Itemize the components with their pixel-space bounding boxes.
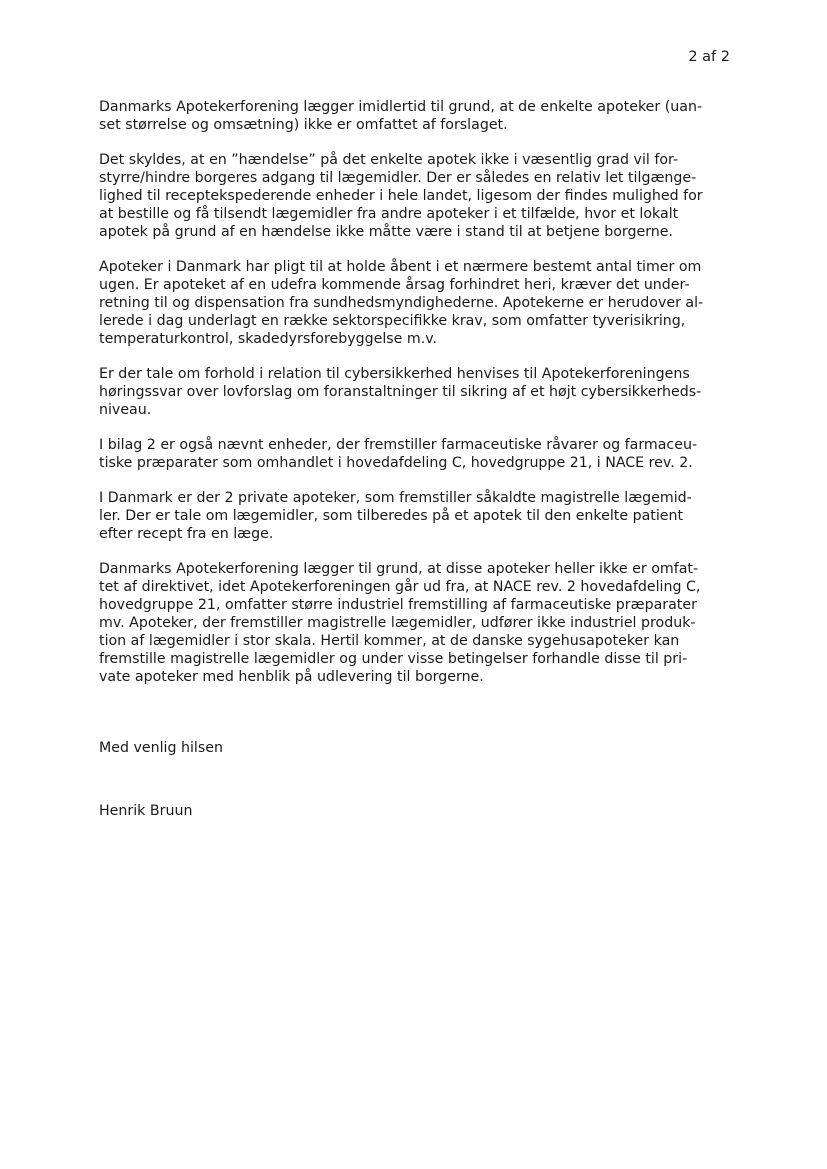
text-line: mv. Apoteker, der fremstiller magistrelle lægemidler, udfører ikke industriel produk-: [99, 615, 696, 631]
text-line: I Danmark er der 2 private apoteker, som fremstiller såkaldte magistrelle lægemid-: [99, 490, 692, 506]
text-line: styrre/hindre borgeres adgang til lægemidler. Der er således en relativ let tilgænge-: [99, 170, 697, 186]
page-number: 2 af 2: [688, 49, 730, 65]
signature-name: Henrik Bruun: [99, 803, 193, 819]
text-line: ugen. Er apoteket af en udefra kommende årsag forhindret heri, kræver det under-: [99, 277, 690, 293]
text-line: set størrelse og omsætning) ikke er omfattet af forslaget.: [99, 117, 508, 133]
paragraph-7: [99, 560, 739, 686]
paragraph-4: [99, 365, 739, 419]
letter-body: [99, 98, 739, 820]
text-line: apotek på grund af en hændelse ikke måtte være i stand til at betjene borgerne.: [99, 224, 674, 240]
paragraph-5: [99, 436, 739, 472]
text-line: retning til og dispensation fra sundhedsmyndighederne. Apotekerne er herudover al-: [99, 295, 704, 311]
text-line: Det skyldes, at en ”hændelse” på det enkelte apotek ikke i væsentlig grad vil for-: [99, 152, 679, 168]
text-line: lighed til receptekspederende enheder i hele landet, ligesom der findes mulighed for: [99, 188, 703, 204]
text-line: efter recept fra en læge.: [99, 526, 274, 542]
paragraph-3: [99, 258, 739, 348]
text-line: tiske præparater som omhandlet i hovedafdeling C, hovedgruppe 21, i NACE rev. 2.: [99, 455, 693, 471]
text-line: vate apoteker med henblik på udlevering til borgerne.: [99, 669, 484, 685]
text-line: temperaturkontrol, skadedyrsforebyggelse m.v.: [99, 331, 438, 347]
text-line: fremstille magistrelle lægemidler og under visse betingelser forhandle disse til pri-: [99, 651, 688, 667]
text-line: Apoteker i Danmark har pligt til at holde åbent i et nærmere bestemt antal timer om: [99, 259, 702, 275]
text-line: ler. Der er tale om lægemidler, som tilberedes på et apotek til den enkelte patient: [99, 508, 684, 524]
text-line: Er der tale om forhold i relation til cybersikkerhed henvises til Apotekerforeningens: [99, 366, 690, 382]
paragraph-2: [99, 151, 739, 241]
text-line: niveau.: [99, 402, 152, 418]
text-line: tet af direktivet, idet Apotekerforeningen går ud fra, at NACE rev. 2 hovedafdeling C,: [99, 579, 701, 595]
text-line: lerede i dag underlagt en række sektorspecifikke krav, som omfatter tyverisikring,: [99, 313, 686, 329]
text-line: Danmarks Apotekerforening lægger imidlertid til grund, at de enkelte apoteker (uan-: [99, 99, 703, 115]
text-line: I bilag 2 er også nævnt enheder, der fremstiller farmaceutiske råvarer og farmaceu-: [99, 437, 698, 453]
closing-salutation: Med venlig hilsen: [99, 740, 223, 756]
text-line: tion af lægemidler i stor skala. Hertil kommer, at de danske sygehusapoteker kan: [99, 633, 680, 649]
text-line: at bestille og få tilsendt lægemidler fra andre apoteker i et tilfælde, hvor et lokalt: [99, 206, 679, 222]
paragraph-1: [99, 98, 739, 134]
text-line: Danmarks Apotekerforening lægger til grund, at disse apoteker heller ikke er omfat-: [99, 561, 699, 577]
paragraph-6: [99, 489, 739, 543]
text-line: hovedgruppe 21, omfatter større industriel fremstilling af farmaceutiske præparater: [99, 597, 697, 613]
text-line: høringssvar over lovforslag om foranstaltninger til sikring af et højt cybersikkerheds-: [99, 384, 702, 400]
